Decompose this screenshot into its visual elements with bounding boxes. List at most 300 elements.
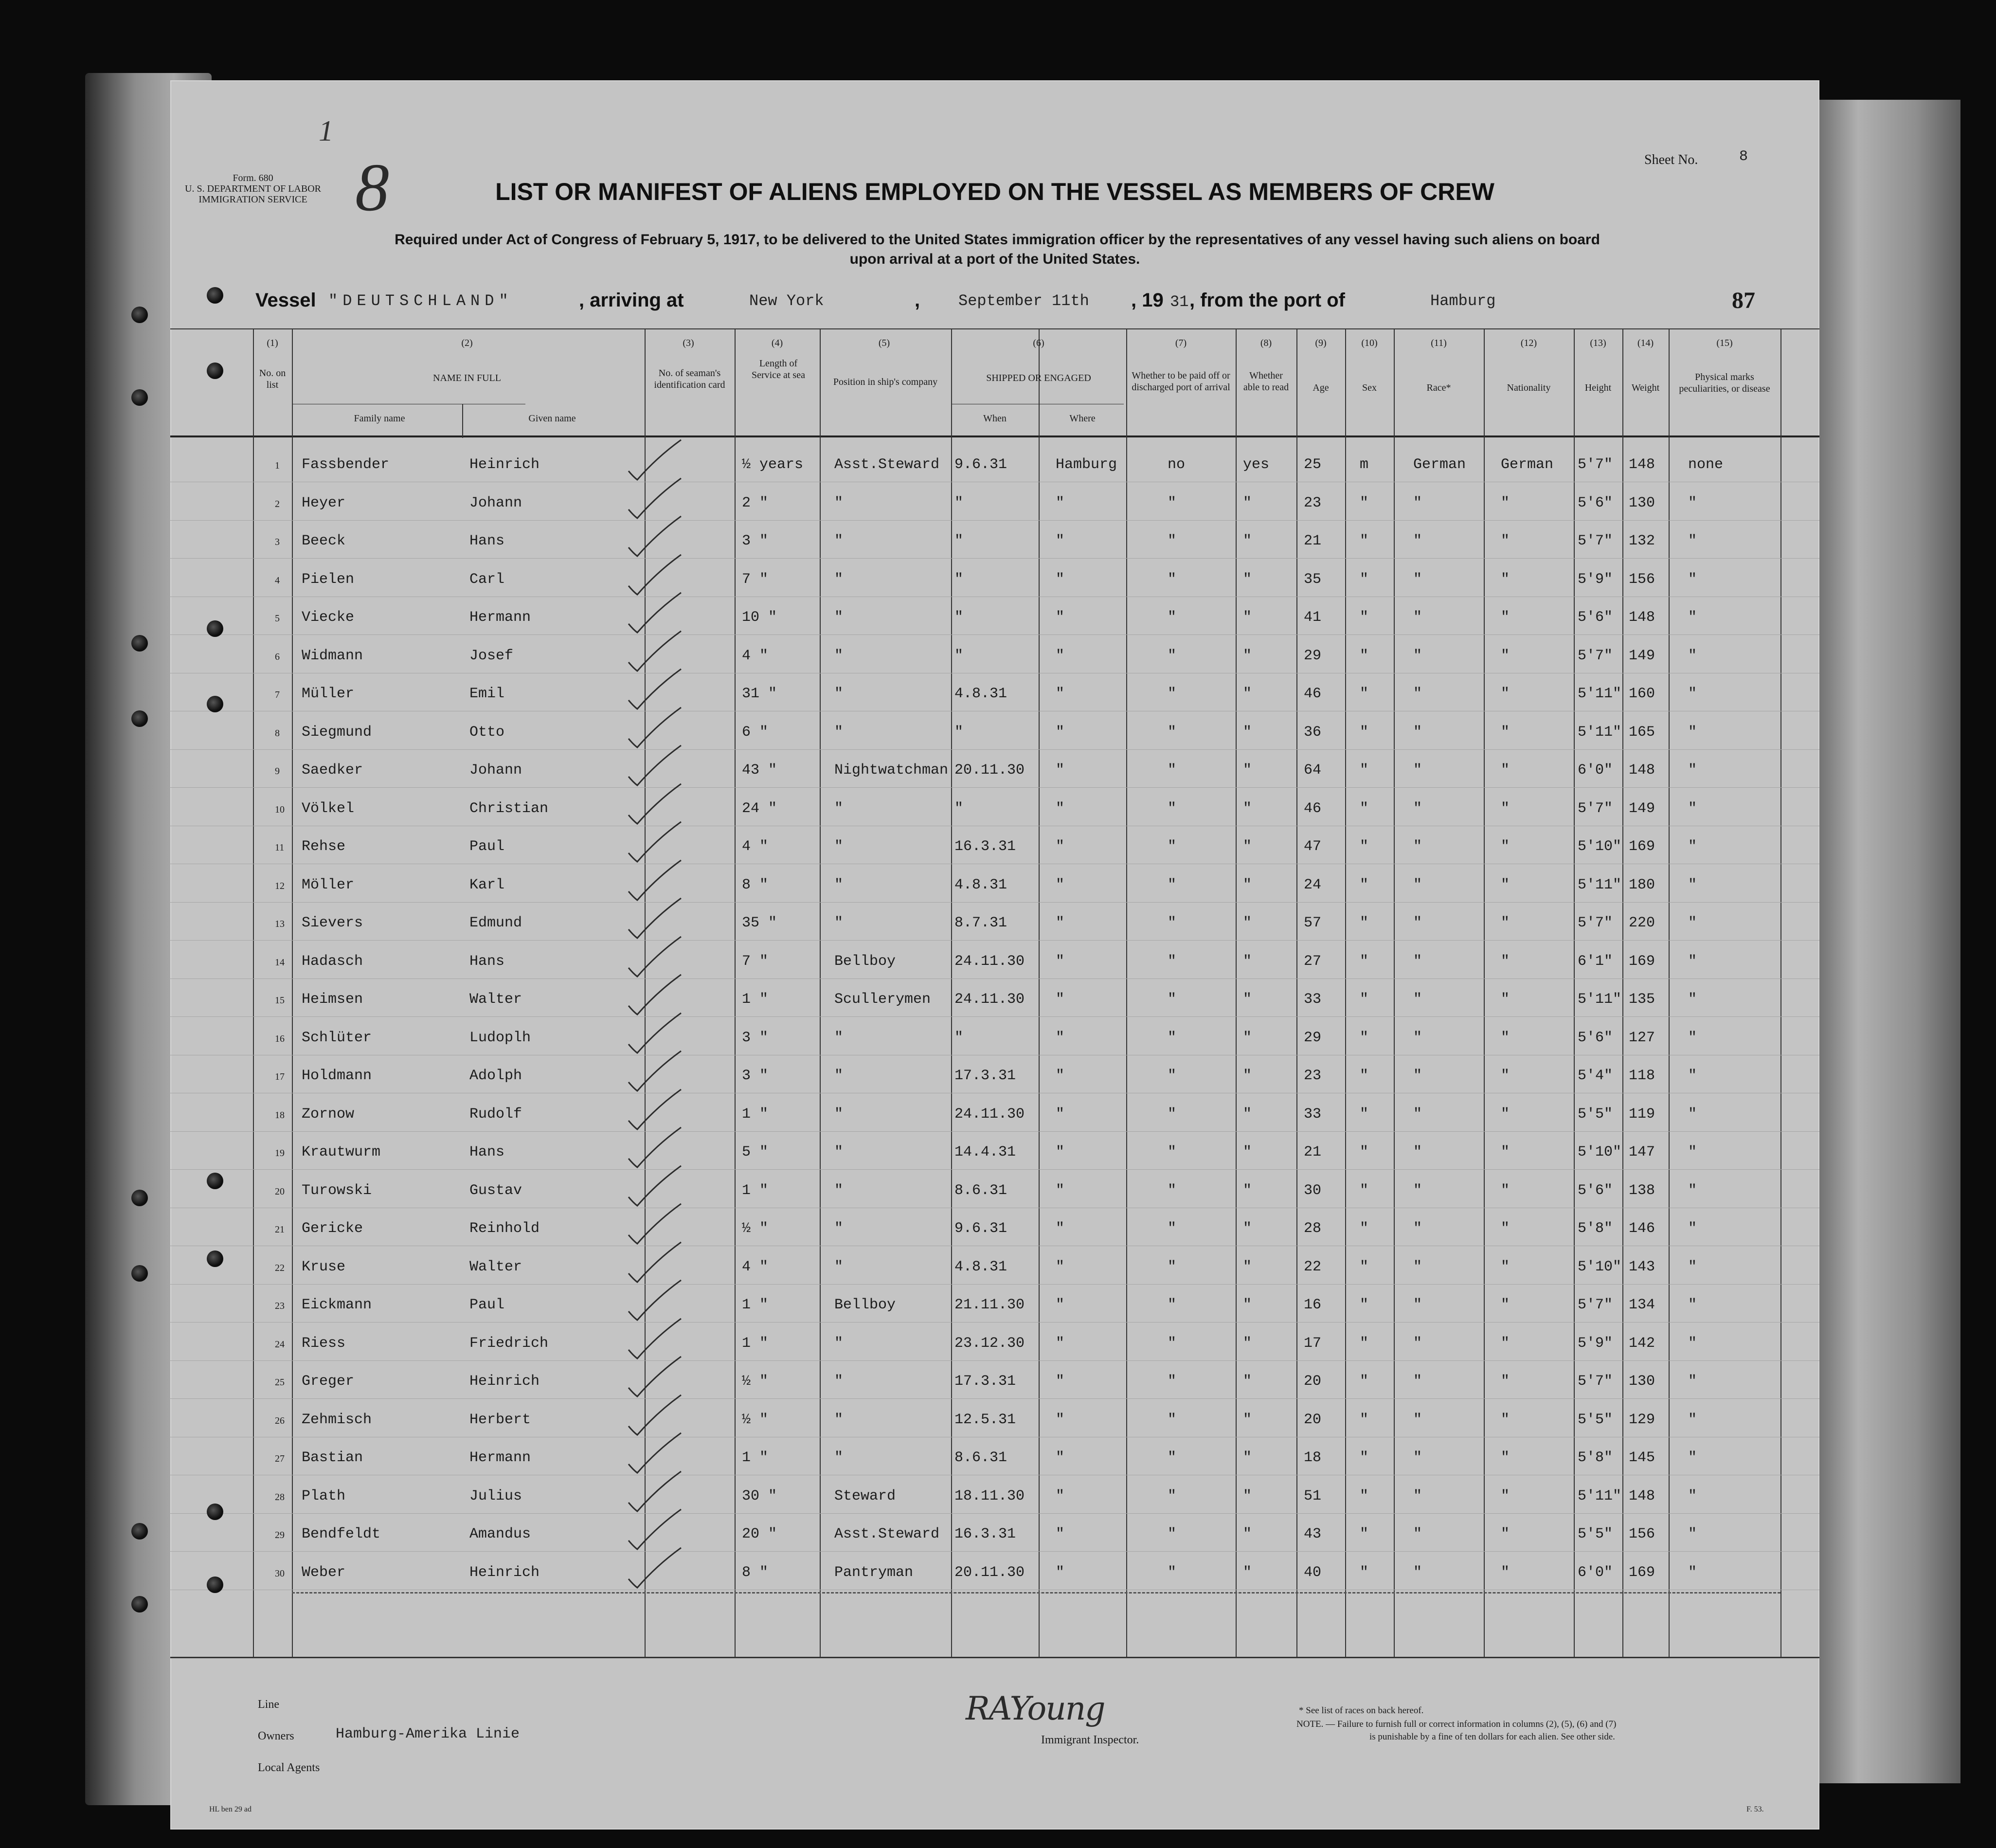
length-of-service: 4 " xyxy=(742,647,769,664)
given-name: Emil xyxy=(469,686,505,702)
row-number: 16 xyxy=(275,1033,285,1044)
form-number: Form. 680 xyxy=(233,173,273,183)
row-number: 29 xyxy=(275,1530,285,1540)
shipped-where: " xyxy=(1056,571,1065,588)
table-row xyxy=(170,677,1819,715)
paid-off: " xyxy=(1168,991,1177,1008)
shipped-when: 9.6.31 xyxy=(954,456,1007,473)
sex: " xyxy=(1360,991,1369,1008)
length-of-service: 10 " xyxy=(742,609,777,626)
sex: " xyxy=(1360,1068,1369,1084)
given-name: Amandus xyxy=(469,1526,531,1542)
given-name: Hermann xyxy=(469,1449,531,1466)
given-name: Rudolf xyxy=(469,1105,522,1123)
binder-hole xyxy=(131,307,148,323)
local-agents-label: Local Agents xyxy=(258,1761,320,1774)
shipped-when: " xyxy=(954,533,964,549)
check-mark-icon xyxy=(623,1546,705,1590)
age: 16 xyxy=(1304,1297,1322,1313)
given-name: Herbert xyxy=(469,1411,531,1428)
col4-header: Length of Service at sea xyxy=(752,358,805,380)
able-to-read: " xyxy=(1243,915,1252,931)
table-row xyxy=(170,792,1819,830)
family-name: Krautwurm xyxy=(302,1144,381,1160)
paid-off: " xyxy=(1168,800,1177,817)
weight: 130 xyxy=(1629,1373,1655,1390)
binder-hole xyxy=(131,1596,148,1612)
nationality: " xyxy=(1501,1335,1510,1352)
vessel-name: "DEUTSCHLAND" xyxy=(328,292,513,310)
ruled-line xyxy=(170,940,1819,941)
ship-position: " xyxy=(834,1258,844,1275)
weight: 148 xyxy=(1629,456,1655,473)
race: " xyxy=(1413,953,1422,970)
ship-position: Nightwatchman xyxy=(834,762,949,779)
vessel-label: Vessel xyxy=(255,290,316,311)
ship-position: Pantryman xyxy=(834,1564,914,1581)
weight: 134 xyxy=(1629,1297,1655,1313)
family-name: Viecke xyxy=(302,609,355,626)
ship-position: Steward xyxy=(834,1487,896,1504)
col15-header: Physical marks peculiarities, or disease xyxy=(1679,372,1770,394)
shipped-where: " xyxy=(1056,762,1065,779)
nationality: " xyxy=(1501,647,1510,664)
family-name: Siegmund xyxy=(302,724,372,741)
height: 5'7" xyxy=(1578,915,1613,931)
col3-header: No. of seaman's identification card xyxy=(654,368,725,390)
nationality: " xyxy=(1501,762,1510,779)
check-mark-icon xyxy=(623,667,705,711)
weight: 180 xyxy=(1629,876,1655,893)
paid-off: " xyxy=(1168,494,1177,511)
race: " xyxy=(1413,1526,1422,1542)
col6b-header: Where xyxy=(1069,413,1096,424)
shipped-when: 17.3.31 xyxy=(954,1373,1016,1390)
height: 5'10" xyxy=(1578,1258,1622,1275)
ship-position: " xyxy=(834,915,844,931)
physical-marks: " xyxy=(1688,1411,1697,1428)
binder-hole xyxy=(131,1265,148,1282)
department-name: U. S. DEPARTMENT OF LABOR xyxy=(185,183,321,194)
row-number: 27 xyxy=(275,1453,285,1464)
check-mark-icon xyxy=(623,591,705,634)
weight: 119 xyxy=(1629,1105,1655,1123)
weight: 220 xyxy=(1629,915,1655,931)
length-of-service: 31 " xyxy=(742,686,777,702)
family-name: Kruse xyxy=(302,1258,346,1275)
row-number: 24 xyxy=(275,1339,285,1350)
paid-off: " xyxy=(1168,1029,1177,1046)
col14-header: Weight xyxy=(1631,382,1660,393)
ship-position: Asst.Steward xyxy=(834,1526,940,1542)
able-to-read: " xyxy=(1243,762,1252,779)
family-name: Beeck xyxy=(302,533,346,549)
note-text-2: is punishable by a fine of ten dollars for each alien. See other side. xyxy=(1369,1732,1615,1742)
ruled-line xyxy=(170,1398,1819,1399)
weight: 118 xyxy=(1629,1068,1655,1084)
col13-header: Height xyxy=(1584,382,1612,393)
physical-marks: " xyxy=(1688,1105,1697,1123)
table-row xyxy=(170,1135,1819,1173)
able-to-read: " xyxy=(1243,1068,1252,1084)
height: 5'8" xyxy=(1578,1449,1613,1466)
row-number: 12 xyxy=(275,880,285,891)
col3-number: (3) xyxy=(683,338,694,348)
table-row xyxy=(170,486,1819,524)
shipped-where: " xyxy=(1056,1144,1065,1160)
able-to-read: " xyxy=(1243,1297,1252,1313)
row-number: 17 xyxy=(275,1071,285,1082)
sex: " xyxy=(1360,800,1369,817)
col8-header: Whether able to read xyxy=(1243,370,1289,393)
weight: 147 xyxy=(1629,1144,1655,1160)
row-number: 1 xyxy=(275,460,280,471)
length-of-service: 20 " xyxy=(742,1526,777,1542)
race: " xyxy=(1413,915,1422,931)
physical-marks: none xyxy=(1688,456,1724,473)
race: " xyxy=(1413,1105,1422,1123)
physical-marks: " xyxy=(1688,1526,1697,1542)
check-mark-icon xyxy=(623,1355,705,1398)
shipped-when: 16.3.31 xyxy=(954,1526,1016,1542)
family-name: Bendfeldt xyxy=(302,1526,381,1542)
nationality: " xyxy=(1501,609,1510,626)
family-name: Plath xyxy=(302,1487,346,1504)
paid-off: " xyxy=(1168,1144,1177,1160)
shipped-where: " xyxy=(1056,1449,1065,1466)
row-number: 28 xyxy=(275,1491,285,1503)
given-name: Hermann xyxy=(469,609,531,626)
given-name: Heinrich xyxy=(469,1564,540,1581)
race: " xyxy=(1413,1487,1422,1504)
given-name: Friedrich xyxy=(469,1335,549,1352)
shipped-where: " xyxy=(1056,1182,1065,1199)
physical-marks: " xyxy=(1688,1297,1697,1313)
length-of-service: 35 " xyxy=(742,915,777,931)
height: 5'7" xyxy=(1578,533,1613,549)
race: " xyxy=(1413,1144,1422,1160)
paid-off: " xyxy=(1168,686,1177,702)
family-name: Gericke xyxy=(302,1220,363,1237)
age: 33 xyxy=(1304,991,1322,1008)
shipped-where: " xyxy=(1056,609,1065,626)
ship-position: " xyxy=(834,1335,844,1352)
height: 5'6" xyxy=(1578,494,1613,511)
weight: 156 xyxy=(1629,1526,1655,1542)
sex: " xyxy=(1360,762,1369,779)
able-to-read: " xyxy=(1243,494,1252,511)
physical-marks: " xyxy=(1688,800,1697,817)
row-number: 25 xyxy=(275,1377,285,1388)
sex: " xyxy=(1360,1411,1369,1428)
length-of-service: 8 " xyxy=(742,876,769,893)
sheet-label: Sheet No. xyxy=(1644,152,1698,167)
sex: " xyxy=(1360,533,1369,549)
age: 46 xyxy=(1304,800,1322,817)
nationality: " xyxy=(1501,533,1510,549)
table-row xyxy=(170,830,1819,868)
nationality: " xyxy=(1501,1182,1510,1199)
shipped-where: " xyxy=(1056,800,1065,817)
paid-off: " xyxy=(1168,1258,1177,1275)
col1-header: No. on list xyxy=(259,368,286,390)
list-number: 87 xyxy=(1732,288,1755,313)
able-to-read: " xyxy=(1243,724,1252,741)
length-of-service: ½ " xyxy=(742,1373,769,1390)
table-row xyxy=(170,1403,1819,1441)
form-code: F. 53. xyxy=(1746,1805,1764,1813)
family-name: Pielen xyxy=(302,571,355,588)
length-of-service: 1 " xyxy=(742,1105,769,1123)
paid-off: " xyxy=(1168,876,1177,893)
ship-position: Asst.Steward xyxy=(834,456,940,473)
physical-marks: " xyxy=(1688,1449,1697,1466)
row-number: 23 xyxy=(275,1301,285,1311)
ship-position: " xyxy=(834,1449,844,1466)
nationality: " xyxy=(1501,1144,1510,1160)
race: " xyxy=(1413,571,1422,588)
margin-note: 1 xyxy=(319,115,333,147)
ruled-line xyxy=(170,1284,1819,1285)
race: " xyxy=(1413,1258,1422,1275)
able-to-read: " xyxy=(1243,1220,1252,1237)
shipped-when: 24.11.30 xyxy=(954,953,1025,970)
nationality: " xyxy=(1501,1564,1510,1581)
age: 22 xyxy=(1304,1258,1322,1275)
shipped-when: 16.3.31 xyxy=(954,838,1016,855)
length-of-service: 8 " xyxy=(742,1564,769,1581)
family-name: Möller xyxy=(302,876,355,893)
sheet-number: 8 xyxy=(1739,148,1748,165)
shipped-where: " xyxy=(1056,1335,1065,1352)
height: 6'0" xyxy=(1578,1564,1613,1581)
binder-hole xyxy=(131,1190,148,1206)
sex: " xyxy=(1360,1144,1369,1160)
race: " xyxy=(1413,838,1422,855)
family-name: Saedker xyxy=(302,762,363,779)
given-name: Karl xyxy=(469,876,505,893)
physical-marks: " xyxy=(1688,762,1697,779)
nationality: German xyxy=(1501,456,1554,473)
shipped-where: " xyxy=(1056,1029,1065,1046)
row-number: 30 xyxy=(275,1568,285,1579)
shipped-where: " xyxy=(1056,1258,1065,1275)
shipped-when: " xyxy=(954,494,964,511)
ship-position: Bellboy xyxy=(834,953,896,970)
manifest-page xyxy=(170,80,1819,1830)
check-mark-icon xyxy=(623,1431,705,1475)
line-label: Line xyxy=(258,1698,279,1711)
year-suffix: 31 xyxy=(1170,293,1189,311)
paid-off: " xyxy=(1168,1526,1177,1542)
shipped-where: " xyxy=(1056,876,1065,893)
family-name: Holdmann xyxy=(302,1068,372,1084)
length-of-service: 1 " xyxy=(742,1449,769,1466)
nationality: " xyxy=(1501,1449,1510,1466)
check-mark-icon xyxy=(623,476,705,520)
given-name: Heinrich xyxy=(469,456,540,473)
col10-header: Sex xyxy=(1362,382,1377,393)
length-of-service: 2 " xyxy=(742,494,769,511)
shipped-where: " xyxy=(1056,1220,1065,1237)
check-mark-icon xyxy=(623,514,705,558)
race: " xyxy=(1413,1029,1422,1046)
binder-hole xyxy=(207,1173,223,1189)
from-port-label: , from the port of xyxy=(1189,290,1345,311)
physical-marks: " xyxy=(1688,1068,1697,1084)
sex: " xyxy=(1360,953,1369,970)
ship-position: " xyxy=(834,1411,844,1428)
able-to-read: yes xyxy=(1243,456,1270,473)
note-block xyxy=(1296,1719,1616,1730)
ruled-line xyxy=(170,787,1819,788)
ruled-line xyxy=(170,1169,1819,1170)
race: " xyxy=(1413,609,1422,626)
shipped-when: 8.6.31 xyxy=(954,1182,1007,1199)
col5-header: Position in ship's company xyxy=(833,377,938,387)
height: 5'11" xyxy=(1578,686,1622,702)
height: 5'6" xyxy=(1578,1182,1613,1199)
nationality: " xyxy=(1501,1373,1510,1390)
able-to-read: " xyxy=(1243,838,1252,855)
shipped-when: 4.8.31 xyxy=(954,876,1007,893)
table-row xyxy=(170,1556,1819,1594)
paid-off: " xyxy=(1168,1487,1177,1504)
row-number: 3 xyxy=(275,537,280,547)
binder-hole xyxy=(207,1250,223,1267)
binder-hole xyxy=(207,1576,223,1593)
physical-marks: " xyxy=(1688,494,1697,511)
race: " xyxy=(1413,494,1422,511)
binder-hole xyxy=(131,389,148,406)
race: " xyxy=(1413,1220,1422,1237)
height: 5'11" xyxy=(1578,724,1622,741)
given-name: Adolph xyxy=(469,1068,522,1084)
able-to-read: " xyxy=(1243,571,1252,588)
paid-off: " xyxy=(1168,1411,1177,1428)
given-name: Hans xyxy=(469,533,505,549)
check-mark-icon xyxy=(623,706,705,749)
ruled-line xyxy=(170,1360,1819,1361)
table-row xyxy=(170,1288,1819,1326)
nationality: " xyxy=(1501,876,1510,893)
check-mark-icon xyxy=(623,1087,705,1131)
age: 21 xyxy=(1304,533,1322,549)
height: 5'8" xyxy=(1578,1220,1613,1237)
weight: 169 xyxy=(1629,953,1655,970)
height: 5'10" xyxy=(1578,1144,1622,1160)
col13-number: (13) xyxy=(1590,338,1606,348)
able-to-read: " xyxy=(1243,876,1252,893)
height: 5'4" xyxy=(1578,1068,1613,1084)
able-to-read: " xyxy=(1243,1144,1252,1160)
row-number: 8 xyxy=(275,727,280,739)
weight: 132 xyxy=(1629,533,1655,549)
nationality: " xyxy=(1501,838,1510,855)
shipped-when: " xyxy=(954,571,964,588)
col9-number: (9) xyxy=(1315,338,1327,348)
nationality: " xyxy=(1501,1068,1510,1084)
col2-number: (2) xyxy=(461,338,473,348)
paid-off: " xyxy=(1168,647,1177,664)
physical-marks: " xyxy=(1688,533,1697,549)
weight: 149 xyxy=(1629,800,1655,817)
nationality: " xyxy=(1501,1297,1510,1313)
shipped-where: " xyxy=(1056,533,1065,549)
shipped-where: " xyxy=(1056,724,1065,741)
family-name: Heimsen xyxy=(302,991,363,1008)
given-name: Walter xyxy=(469,1258,522,1275)
shipped-when: 9.6.31 xyxy=(954,1220,1007,1237)
age: 35 xyxy=(1304,571,1322,588)
check-mark-icon xyxy=(623,1507,705,1551)
binder-hole xyxy=(131,635,148,652)
shipped-when: 8.7.31 xyxy=(954,915,1007,931)
check-mark-icon xyxy=(623,629,705,673)
weight: 127 xyxy=(1629,1029,1655,1046)
weight: 135 xyxy=(1629,991,1655,1008)
paid-off: " xyxy=(1168,838,1177,855)
sex: " xyxy=(1360,1182,1369,1199)
race: " xyxy=(1413,724,1422,741)
nationality: " xyxy=(1501,724,1510,741)
shipped-when: 24.11.30 xyxy=(954,1105,1025,1123)
weight: 169 xyxy=(1629,838,1655,855)
nationality: " xyxy=(1501,800,1510,817)
nationality: " xyxy=(1501,915,1510,931)
given-name: Carl xyxy=(469,571,505,588)
physical-marks: " xyxy=(1688,1373,1697,1390)
col7-number: (7) xyxy=(1175,338,1187,348)
length-of-service: ½ years xyxy=(742,456,804,473)
col2-header: NAME IN FULL xyxy=(433,373,501,383)
check-mark-icon xyxy=(623,820,705,864)
physical-marks: " xyxy=(1688,1182,1697,1199)
ship-position: " xyxy=(834,1105,844,1123)
table-row xyxy=(170,1441,1819,1479)
age: 20 xyxy=(1304,1411,1322,1428)
shipped-when: 21.11.30 xyxy=(954,1297,1025,1313)
race: German xyxy=(1413,456,1466,473)
height: 5'7" xyxy=(1578,1297,1613,1313)
length-of-service: 3 " xyxy=(742,533,769,549)
col2b-header: Given name xyxy=(528,413,576,424)
physical-marks: " xyxy=(1688,1564,1697,1581)
age: 23 xyxy=(1304,1068,1322,1084)
row-number: 13 xyxy=(275,919,285,929)
age: 51 xyxy=(1304,1487,1322,1504)
shipped-when: 23.12.30 xyxy=(954,1335,1025,1352)
physical-marks: " xyxy=(1688,1220,1697,1237)
length-of-service: 7 " xyxy=(742,953,769,970)
age: 18 xyxy=(1304,1449,1322,1466)
ship-position: " xyxy=(834,1029,844,1046)
weight: 148 xyxy=(1629,762,1655,779)
col8-number: (8) xyxy=(1260,338,1272,348)
ship-position: " xyxy=(834,1144,844,1160)
given-name: Hans xyxy=(469,953,505,970)
sex: " xyxy=(1360,571,1369,588)
physical-marks: " xyxy=(1688,647,1697,664)
table-row xyxy=(170,982,1819,1020)
age: 28 xyxy=(1304,1220,1322,1237)
sex: " xyxy=(1360,609,1369,626)
shipped-where: " xyxy=(1056,1068,1065,1084)
age: 30 xyxy=(1304,1182,1322,1199)
physical-marks: " xyxy=(1688,1258,1697,1275)
shipped-when: 12.5.31 xyxy=(954,1411,1016,1428)
departure-port: Hamburg xyxy=(1430,292,1496,310)
